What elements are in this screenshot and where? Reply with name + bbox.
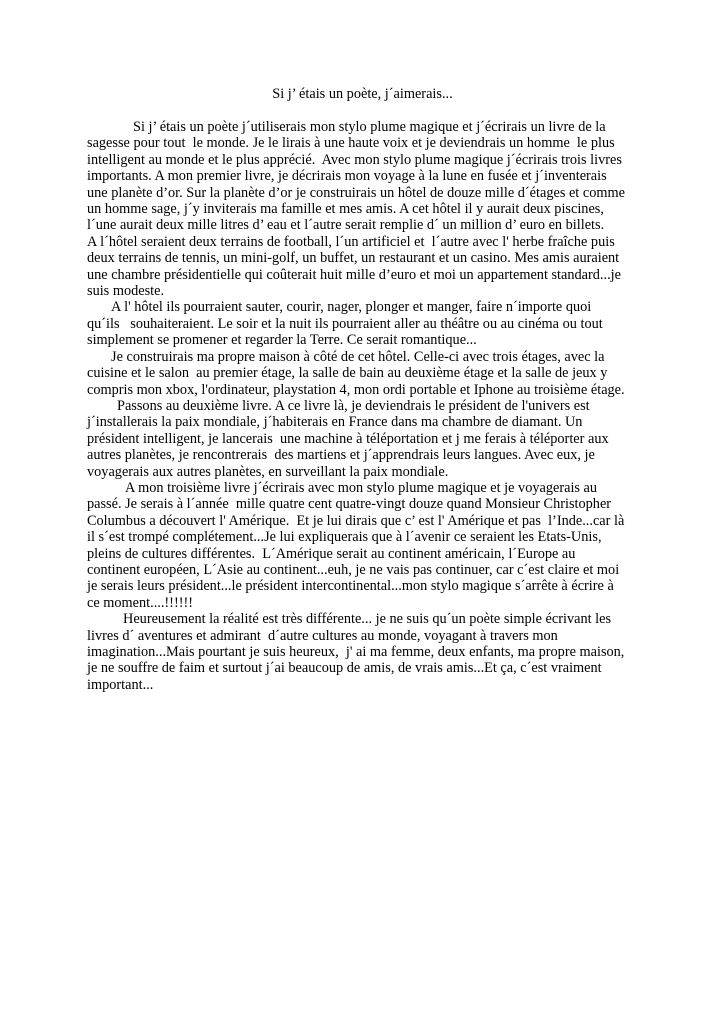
text-line: imagination...Mais pourtant je suis heureux, j' ai ma femme, deux enfants, ma propre maison, (87, 644, 625, 660)
paragraph (87, 349, 643, 398)
text-line: qu´ils souhaiteraient. Le soir et la nuit ils pourraient aller au théâtre ou au cinéma ou tout (87, 315, 603, 332)
paragraph (87, 398, 643, 480)
text-line: je serais leurs président...le président intercontinental...mon stylo magique s´arrête à écrire à (87, 578, 614, 595)
text-line: Je construirais ma propre maison à côté de cet hôtel. Celle-ci avec trois étages, avec la (111, 348, 605, 365)
text-line: Heureusement la réalité est très différente... je ne suis qu´un poète simple écrivant les (123, 611, 612, 628)
text-line: j´installerais la paix mondiale, j´habiterais en France dans ma chambre de diamant. Un (87, 414, 583, 431)
text-line: une planète d’or. Sur la planète d’or je construirais un hôtel de douze mille d´étages et comme (87, 184, 625, 201)
text-line: pleins de cultures différentes. L´Amérique serait au continent américain, l´Europe au (87, 545, 576, 562)
text-line: A l' hôtel ils pourraient sauter, courir, nager, plonger et manger, faire n´importe quoi (111, 299, 592, 316)
text-line: Si j’ étais un poète j´utiliserais mon stylo plume magique et j´écrirais un livre de la (133, 119, 606, 135)
text-line: ce moment....!!!!!! (87, 594, 193, 611)
text-line: Passons au deuxième livre. A ce livre là, je deviendrais le président de l'univers est (117, 397, 590, 414)
text-line: l´une aurait deux mille litres d’ eau et l´autre serait remplie d´ un million d’ euro en billets. (87, 217, 605, 234)
text-line: Columbus a découvert l' Amérique. Et je lui dirais que c’ est l' Amérique et pas l’Inde...car là (87, 512, 625, 529)
text-line: je ne souffre de faim et surtout j´ai beaucoup de amis, de vrais amis...Et ça, c´est vraiment (87, 660, 602, 677)
text-line: intelligent au monde et le plus apprécié. Avec mon stylo plume magique j´écrirais trois livres (87, 151, 622, 168)
text-line: un homme sage, j´y inviterais ma famille et mes amis. A cet hôtel il y aurait deux piscines, (87, 201, 604, 218)
text-line: suis modeste. (87, 283, 165, 300)
text-line: importants. A mon premier livre, je décrirais mon voyage à la lune en fusée et j´inventerais (87, 168, 607, 185)
text-line: président intelligent, je lancerais une machine à téléportation et j me ferais à téléporter aux (87, 430, 609, 447)
text-line: A mon troisième livre j´écrirais avec mon stylo plume magique et je voyagerais au (125, 479, 598, 496)
text-line: voyagerais aux autres planètes, en surveillant la paix mondiale. (87, 463, 449, 480)
text-line: sagesse pour tout le monde. Je le lirais à une haute voix et je deviendrais un homme le plus (87, 135, 615, 152)
text-line: il s´est trompé complétement...Je lui expliquerais que à l´avenir ce seraient les Etats-Unis, (87, 529, 602, 546)
paragraph (87, 611, 643, 693)
text-line: compris mon xbox, l'ordinateur, playstation 4, mon ordi portable et Iphone au troisième étage. (87, 381, 625, 398)
text-line: continent européen, L´Asie au continent...euh, je ne vais pas continuer, car c´est claire et moi (87, 561, 620, 578)
paragraph (87, 480, 643, 611)
document-body (87, 119, 643, 693)
text-line: important... (87, 676, 154, 693)
text-line: A l´hôtel seraient deux terrains de football, l´un artificiel et l´autre avec l' herbe fraîche puis (87, 233, 615, 250)
paragraph (87, 119, 643, 299)
text-line: une chambre présidentielle qui coûterait huit mille d’euro et moi un appartement standard...je (87, 266, 621, 283)
paragraph (87, 299, 643, 348)
text-line: deux terrains de tennis, un mini-golf, un buffet, un restaurant et un casino. Mes amis auraient (87, 250, 620, 267)
document-title: Si j’ étais un poète, j´aimerais... (272, 86, 453, 102)
text-line: autres planètes, je rencontrerais des martiens et j´apprendrais leurs langues. Avec eux, je (87, 447, 595, 464)
text-line: cuisine et le salon au premier étage, la salle de bain au deuxième étage et la salle de jeux y (87, 365, 608, 382)
text-line: passé. Je serais à l´année mille quatre cent quatre-vingt douze quand Monsieur Christopher (87, 496, 612, 513)
text-line: livres d´ aventures et admirant d´autre cultures au monde, voyagant à travers mon (87, 627, 558, 644)
text-line: simplement se promener et regarder la Terre. Ce serait romantique... (87, 332, 477, 349)
